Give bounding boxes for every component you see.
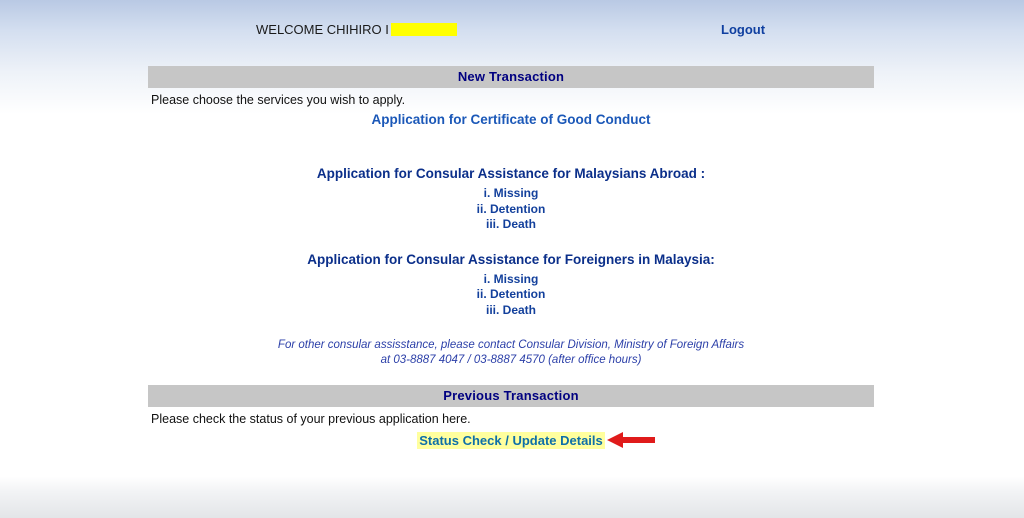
application-good-conduct-link[interactable]: Application for Certificate of Good Conduct [371, 112, 651, 127]
status-check-update-details-link[interactable]: Status Check / Update Details [419, 433, 603, 448]
list-item-death-malaysians[interactable]: iii. Death [485, 217, 536, 231]
list-item-missing-foreigners[interactable]: i. Missing [483, 271, 539, 286]
logout-link[interactable]: Logout [721, 22, 766, 37]
content-column [148, 66, 874, 452]
consular-foreigners-malaysia-block [148, 251, 874, 319]
consular-malaysians-abroad-title[interactable]: Application for Consular Assistance for Malaysians Abroad : [316, 166, 706, 181]
note-line-2: at 03-8887 4047 / 03-8887 4570 (after office hours) [380, 354, 642, 366]
left-arrow-icon [607, 431, 655, 449]
new-transaction-header: New Transaction [148, 66, 874, 88]
consular-contact-note [148, 338, 874, 368]
consular-malaysians-abroad-block [148, 165, 874, 233]
consular-malaysians-abroad-list [148, 186, 874, 233]
status-check-row [148, 432, 874, 452]
welcome-text [256, 22, 457, 37]
list-item-detention-foreigners[interactable]: ii. Detention [476, 287, 546, 301]
new-transaction-intro: Please choose the services you wish to apply. [151, 93, 406, 107]
previous-transaction-header: Previous Transaction [148, 385, 874, 407]
good-conduct-row [148, 111, 874, 129]
welcome-label: WELCOME CHIHIRO I [256, 22, 389, 37]
consular-foreigners-malaysia-title[interactable]: Application for Consular Assistance for Foreigners in Malaysia: [307, 251, 715, 267]
list-item-detention-malaysians[interactable]: ii. Detention [476, 201, 546, 216]
note-line-1: For other consular assisstance, please contact Consular Division, Ministry of Foreign Affairs [277, 339, 745, 351]
top-bar [0, 22, 1024, 50]
list-item-missing-malaysians[interactable]: i. Missing [483, 186, 539, 200]
list-item-death-foreigners[interactable]: iii. Death [485, 302, 536, 317]
previous-transaction-intro: Please check the status of your previous application here. [151, 412, 471, 426]
redacted-name-highlight [391, 23, 457, 36]
consular-foreigners-malaysia-list [148, 272, 874, 319]
